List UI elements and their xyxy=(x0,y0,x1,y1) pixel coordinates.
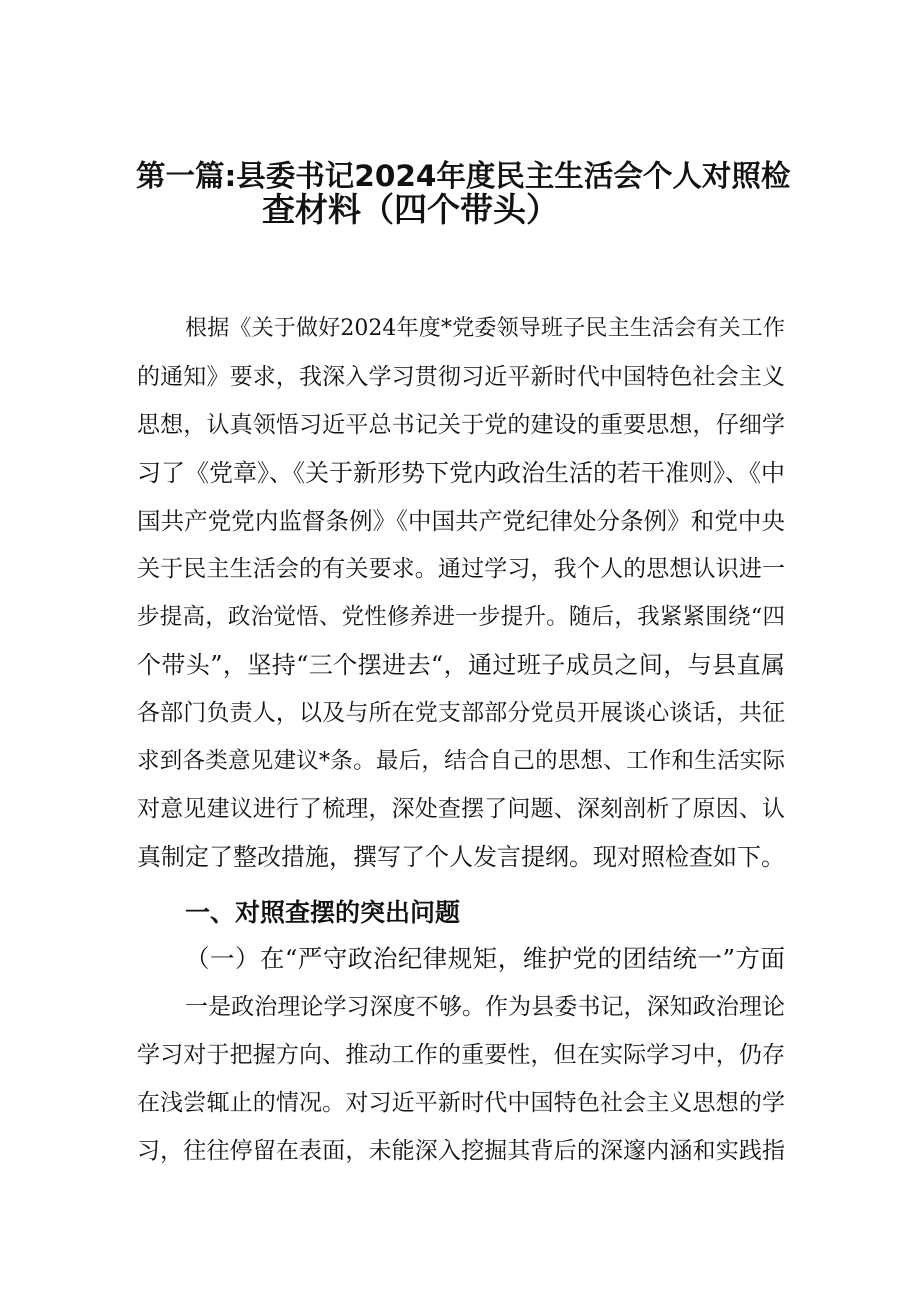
paragraph-1-line: 各部门负责人，以及与所在党支部部分党员开展谈心谈话，共征 xyxy=(137,700,785,726)
paragraph-2-line: 习，往往停留在表面，未能深入挖掘其背后的深邃内涵和实践指 xyxy=(137,1138,785,1164)
paragraph-2-line: 在浅尝辄止的情况。对习近平新时代中国特色社会主义思想的学 xyxy=(137,1090,785,1116)
paragraph-1-line: 步提高，政治觉悟、党性修养进一步提升。随后，我紧紧围绕“四 xyxy=(137,604,785,630)
paragraph-1-line: 习了《党章》、《关于新形势下党内政治生活的若干准则》、《中 xyxy=(137,459,785,487)
paragraph-1-line: 真制定了整改措施，撰写了个人发言提纲。现对照检查如下。 xyxy=(137,843,785,871)
document-title-line-1: 第一篇:县委书记2024年度民主生活会个人对照检 xyxy=(136,159,791,193)
paragraph-1-line: 个带头”，坚持“三个摆进去“，通过班子成员之间，与县直属 xyxy=(137,651,785,679)
section-heading-1: 一、对照查摆的突出问题 xyxy=(185,898,461,927)
paragraph-2-line: 一是政治理论学习深度不够。作为县委书记，深知政治理论 xyxy=(185,994,785,1020)
document-title-line-2: 查材料（四个带头） xyxy=(262,190,559,229)
paragraph-1-line: 的通知》要求，我深入学习贯彻习近平新时代中国特色社会主义 xyxy=(137,364,785,390)
paragraph-1-line: 国共产党党内监督条例》《中国共产党纪律处分条例》和党中央 xyxy=(137,507,785,535)
paragraph-1-line: 求到各类意见建议*条。最后，结合自己的思想、工作和生活实际 xyxy=(137,748,785,774)
paragraph-1-line: 对意见建议进行了梳理，深处查摆了问题、深刻剖析了原因、认 xyxy=(137,796,785,822)
paragraph-1-line: 思想，认真领悟习近平总书记关于党的建设的重要思想，仔细学 xyxy=(137,412,785,438)
paragraph-1-line: 根据《关于做好2024年度*党委领导班子民主生活会有关工作 xyxy=(185,316,785,341)
paragraph-2-line: 学习对于把握方向、推动工作的重要性，但在实际学习中，仍存 xyxy=(137,1042,785,1068)
subheading-1: （一）在“严守政治纪律规矩，维护党的团结统一”方面 xyxy=(185,944,785,973)
paragraph-1-line: 关于民主生活会的有关要求。通过学习，我个人的思想认识进一 xyxy=(137,556,785,582)
